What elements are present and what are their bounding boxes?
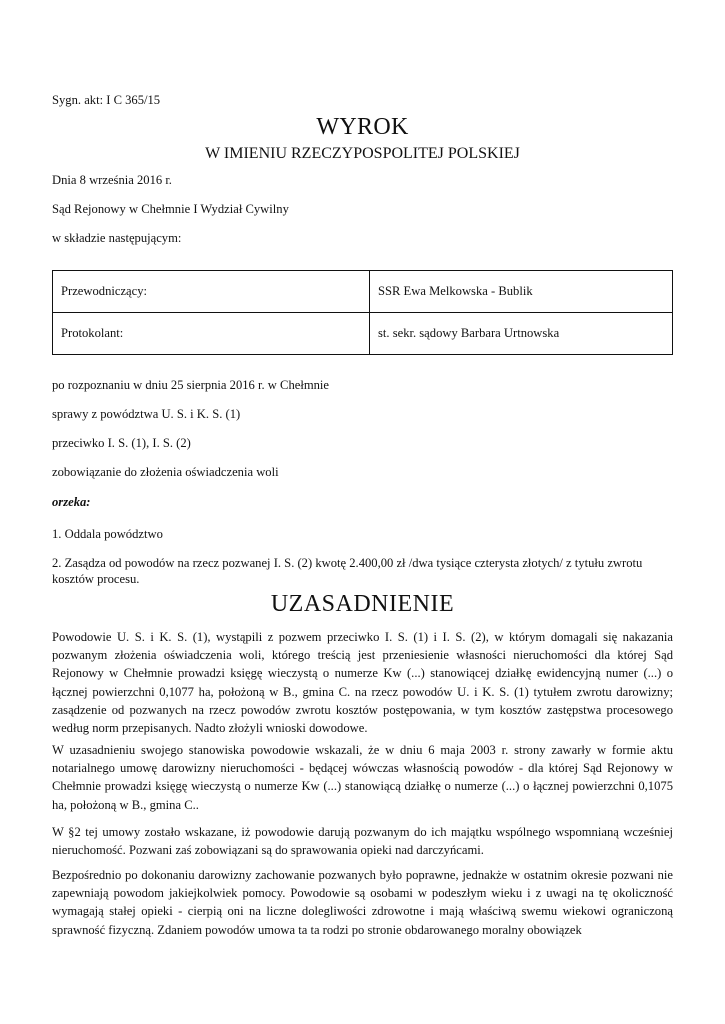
document-title: WYROK: [316, 114, 409, 140]
name-cell: st. sekr. sądowy Barbara Urtnowska: [370, 313, 673, 355]
role-cell: Przewodniczący:: [53, 271, 370, 313]
composition-intro: w składzie następującym:: [52, 231, 182, 245]
plaintiffs: sprawy z powództwa U. S. i K. S. (1): [52, 407, 241, 421]
justification-paragraph-4: Bezpośrednio po dokonaniu darowizny zachowanie pozwanych było poprawne, jednakże w ostatnim okresie pozwani nie zapewniają powodom jakiejkolwiek pomocy. Powodowie są osobami w podeszłym wieku i z uwagi na tę okoliczność wymagają stałej opieki - cierpią oni na liczne dolegliwości zdrowotne i mają właściwą swemu wiekowi ograniczoną sprawność fizyczną. Zdaniem powodów umowa ta ta rodzi po stronie obdarowanego moralny obowiązek: [52, 868, 673, 937]
court-composition-table: [52, 270, 673, 355]
justification-paragraph-3: W §2 tej umowy zostało wskazane, iż powodowie darują pozwanym do ich majątku wspólnego wspomnianą wcześniej nieruchomość. Pozwani zaś zobowiązani są do sprawowania opieki nad darczyńcami.: [52, 825, 673, 858]
justification-paragraph-1: Powodowie U. S. i K. S. (1), wystąpili z pozwem przeciwko I. S. (1) i I. S. (2), w którym domagali się nakazania pozwanym złożenia oświadczenia woli, którego treścią jest przeniesienie własności nieruchomości dla której Sąd Rejonowy w Chełmnie prowadzi księgę wieczystą o numerze Kw (...) stanowiącej działkę ewidencyjną numer (...) o łącznej powierzchni 0,1077 ha, położoną w B., gmina C. na rzecz powodów U. i K. S. (1) tytułem zwrotu darowizny; zasądzenie od pozwanych na rzecz powodów zwrotu kosztów postępowania, w tym kosztów zastępstwa procesowego według norm przepisanych. Nadto złożyli wnioski dowodowe.: [52, 630, 673, 736]
ruling-date: Dnia 8 września 2016 r.: [52, 173, 172, 187]
case-subject: zobowiązanie do złożenia oświadczenia woli: [52, 465, 279, 479]
ruling-label: orzeka:: [52, 495, 91, 509]
justification-paragraph-2: W uzasadnieniu swojego stanowiska powodowie wskazali, że w dniu 6 maja 2003 r. strony zawarły w formie aktu notarialnego umowę darowizny nieruchomości - będącej wówczas własnością powodów - dla której Sąd Rejonowy w Chełmnie prowadzi księgę wieczystą o numerze Kw (...) stanowiącą działkę o numerze (...) o łącznej powierzchni 0,1075 ha, położoną w B., gmina C..: [52, 743, 673, 812]
role-cell: Protokolant:: [53, 313, 370, 355]
case-number: Sygn. akt: I C 365/15: [52, 93, 161, 107]
table-row: [53, 271, 673, 313]
document-subtitle: W IMIENIU RZECZYPOSPOLITEJ POLSKIEJ: [205, 145, 520, 162]
hearing-info: po rozpoznaniu w dniu 25 sierpnia 2016 r. w Chełmnie: [52, 378, 330, 392]
ruling-item-1: 1. Oddala powództwo: [52, 527, 163, 541]
justification-heading: UZASADNIENIE: [270, 591, 455, 617]
ruling-item-2: 2. Zasądza od powodów na rzecz pozwanej I. S. (2) kwotę 2.400,00 zł /dwa tysiące czterysta złotych/ z tytułu zwrotu: [52, 556, 643, 570]
defendants: przeciwko I. S. (1), I. S. (2): [52, 436, 191, 450]
ruling-item-2-cont: kosztów procesu.: [52, 572, 140, 586]
table-row: [53, 313, 673, 355]
name-cell: SSR Ewa Melkowska - Bublik: [370, 271, 673, 313]
court-name: Sąd Rejonowy w Chełmnie I Wydział Cywilny: [52, 202, 289, 216]
